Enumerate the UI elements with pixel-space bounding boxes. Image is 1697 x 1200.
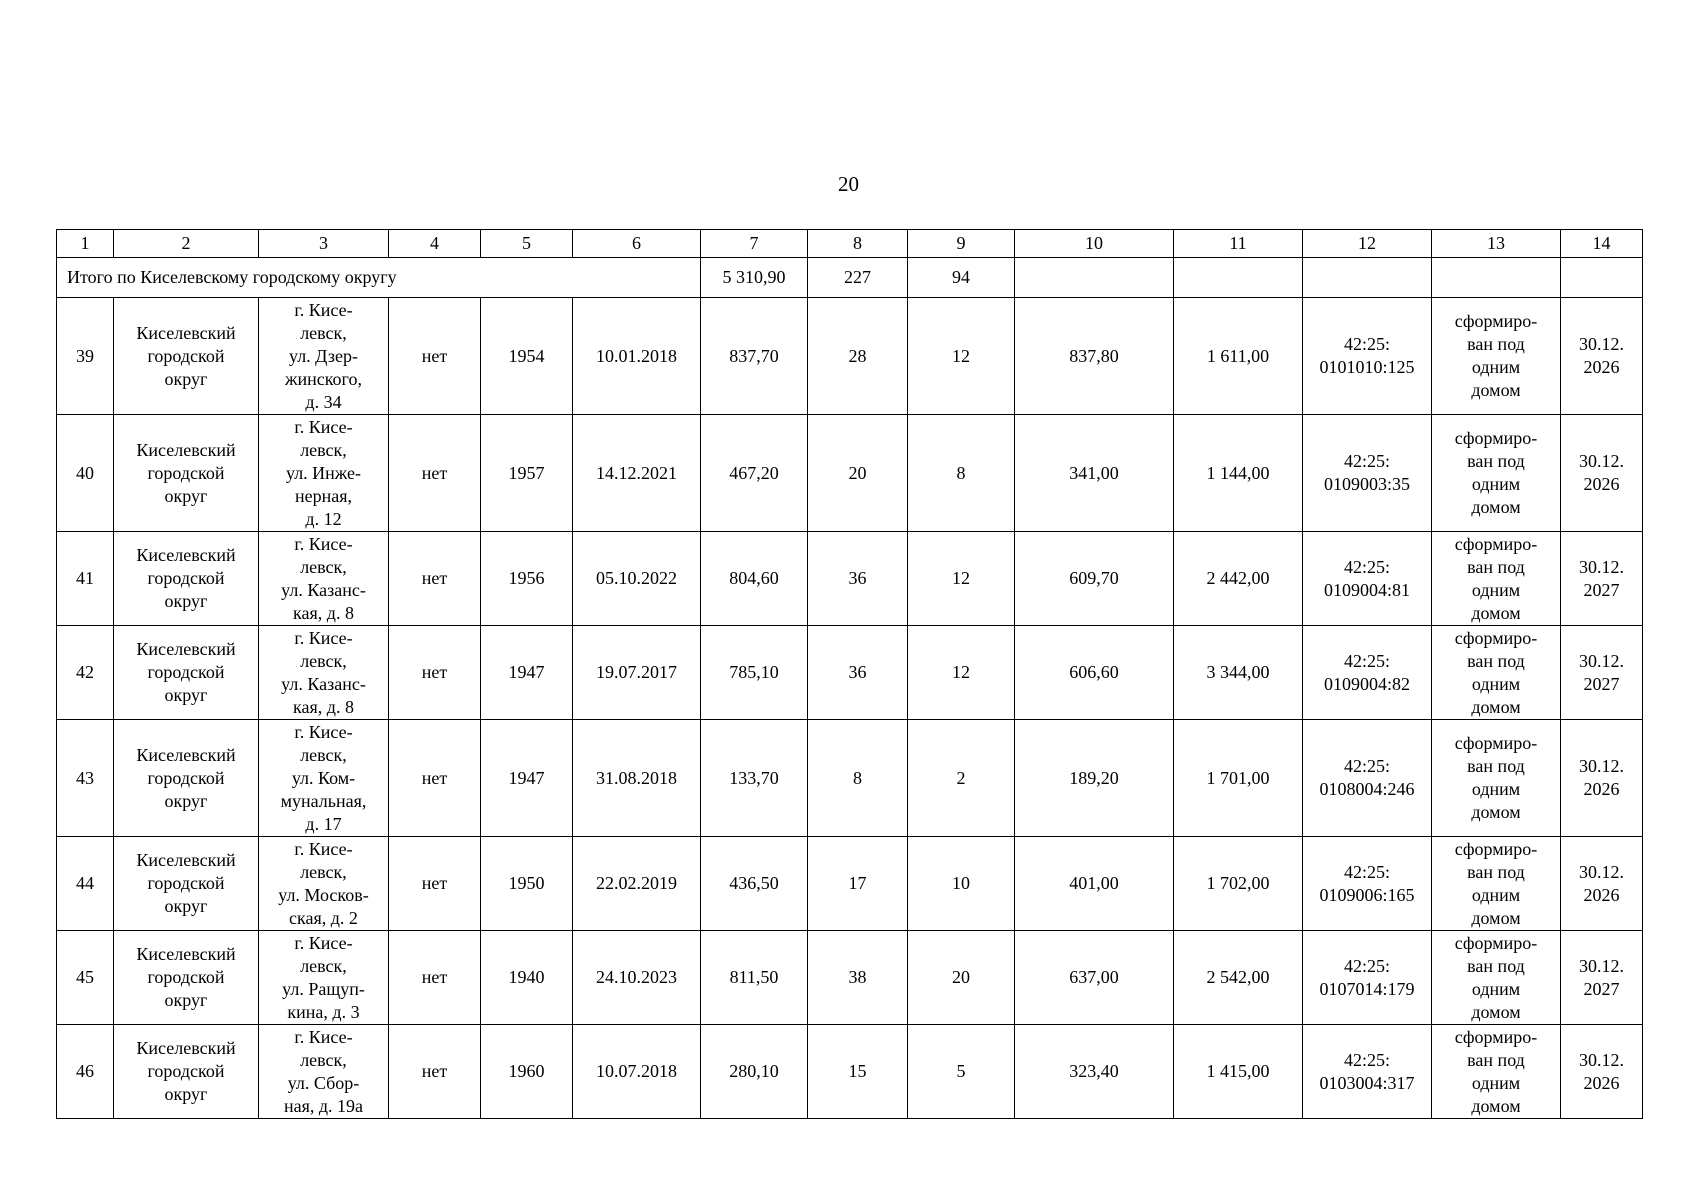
col13-cell: сформиро- ван под одним домом [1432, 720, 1561, 837]
area-cell: 280,10 [701, 1025, 808, 1119]
row-number-cell: 45 [57, 931, 114, 1025]
total-cell [1303, 258, 1432, 298]
area-cell: 467,20 [701, 415, 808, 532]
column-number: 10 [1015, 230, 1174, 258]
col11-cell: 1 702,00 [1174, 837, 1303, 931]
col11-cell: 1 415,00 [1174, 1025, 1303, 1119]
residents-cell: 8 [808, 720, 908, 837]
area-cell: 804,60 [701, 532, 808, 626]
deadline-cell: 30.12. 2026 [1561, 837, 1643, 931]
address-cell: г. Кисе- левск, ул. Инже- нерная, д. 12 [259, 415, 389, 532]
row-number-cell: 44 [57, 837, 114, 931]
row-number-cell: 41 [57, 532, 114, 626]
cadastral-number-cell: 42:25: 0108004:246 [1303, 720, 1432, 837]
column-number: 14 [1561, 230, 1643, 258]
address-cell: г. Кисе- левск, ул. Ращуп- кина, д. 3 [259, 931, 389, 1025]
table-body [57, 298, 1643, 1119]
col13-cell: сформиро- ван под одним домом [1432, 1025, 1561, 1119]
col10-cell: 323,40 [1015, 1025, 1174, 1119]
residents-cell: 20 [808, 415, 908, 532]
apartments-cell: 12 [908, 626, 1015, 720]
column-number: 3 [259, 230, 389, 258]
year-cell: 1947 [481, 626, 573, 720]
col11-cell: 2 542,00 [1174, 931, 1303, 1025]
table-row [57, 931, 1643, 1025]
total-apartments: 94 [908, 258, 1015, 298]
col4-cell: нет [389, 415, 481, 532]
total-cell [1015, 258, 1174, 298]
cadastral-number-cell: 42:25: 0103004:317 [1303, 1025, 1432, 1119]
table-row [57, 415, 1643, 532]
col11-cell: 1 701,00 [1174, 720, 1303, 837]
address-cell: г. Кисе- левск, ул. Сбор- ная, д. 19а [259, 1025, 389, 1119]
housing-registry-table [56, 229, 1643, 1119]
year-cell: 1957 [481, 415, 573, 532]
total-cell [1432, 258, 1561, 298]
date-cell: 31.08.2018 [573, 720, 701, 837]
deadline-cell: 30.12. 2026 [1561, 720, 1643, 837]
col10-cell: 837,80 [1015, 298, 1174, 415]
district-cell: Киселевский городской округ [114, 837, 259, 931]
col4-cell: нет [389, 720, 481, 837]
apartments-cell: 12 [908, 298, 1015, 415]
cadastral-number-cell: 42:25: 0109006:165 [1303, 837, 1432, 931]
table-row [57, 1025, 1643, 1119]
address-cell: г. Кисе- левск, ул. Москов- ская, д. 2 [259, 837, 389, 931]
residents-cell: 15 [808, 1025, 908, 1119]
col10-cell: 609,70 [1015, 532, 1174, 626]
apartments-cell: 2 [908, 720, 1015, 837]
deadline-cell: 30.12. 2027 [1561, 626, 1643, 720]
col13-cell: сформиро- ван под одним домом [1432, 532, 1561, 626]
cadastral-number-cell: 42:25: 0109004:82 [1303, 626, 1432, 720]
date-cell: 24.10.2023 [573, 931, 701, 1025]
col10-cell: 341,00 [1015, 415, 1174, 532]
table-row [57, 298, 1643, 415]
table-row [57, 720, 1643, 837]
col13-cell: сформиро- ван под одним домом [1432, 415, 1561, 532]
district-cell: Киселевский городской округ [114, 626, 259, 720]
residents-cell: 36 [808, 626, 908, 720]
date-cell: 22.02.2019 [573, 837, 701, 931]
residents-cell: 38 [808, 931, 908, 1025]
district-cell: Киселевский городской округ [114, 298, 259, 415]
total-area: 5 310,90 [701, 258, 808, 298]
col11-cell: 2 442,00 [1174, 532, 1303, 626]
col13-cell: сформиро- ван под одним домом [1432, 837, 1561, 931]
page-number: 20 [838, 172, 859, 196]
total-label: Итого по Киселевскому городскому округу [57, 258, 701, 298]
year-cell: 1960 [481, 1025, 573, 1119]
row-number-cell: 46 [57, 1025, 114, 1119]
date-cell: 19.07.2017 [573, 626, 701, 720]
total-residents: 227 [808, 258, 908, 298]
cadastral-number-cell: 42:25: 0109004:81 [1303, 532, 1432, 626]
col11-cell: 1 611,00 [1174, 298, 1303, 415]
col13-cell: сформиро- ван под одним домом [1432, 931, 1561, 1025]
year-cell: 1947 [481, 720, 573, 837]
area-cell: 837,70 [701, 298, 808, 415]
column-number: 12 [1303, 230, 1432, 258]
year-cell: 1940 [481, 931, 573, 1025]
deadline-cell: 30.12. 2026 [1561, 415, 1643, 532]
deadline-cell: 30.12. 2026 [1561, 1025, 1643, 1119]
column-number: 1 [57, 230, 114, 258]
column-number: 13 [1432, 230, 1561, 258]
area-cell: 811,50 [701, 931, 808, 1025]
col10-cell: 401,00 [1015, 837, 1174, 931]
col10-cell: 637,00 [1015, 931, 1174, 1025]
column-number-row [57, 230, 1643, 258]
apartments-cell: 12 [908, 532, 1015, 626]
district-cell: Киселевский городской округ [114, 1025, 259, 1119]
residents-cell: 17 [808, 837, 908, 931]
district-cell: Киселевский городской округ [114, 415, 259, 532]
deadline-cell: 30.12. 2027 [1561, 532, 1643, 626]
column-number: 5 [481, 230, 573, 258]
column-number: 6 [573, 230, 701, 258]
col11-cell: 3 344,00 [1174, 626, 1303, 720]
cadastral-number-cell: 42:25: 0101010:125 [1303, 298, 1432, 415]
area-cell: 133,70 [701, 720, 808, 837]
table-row [57, 837, 1643, 931]
row-number-cell: 42 [57, 626, 114, 720]
col4-cell: нет [389, 626, 481, 720]
date-cell: 14.12.2021 [573, 415, 701, 532]
year-cell: 1954 [481, 298, 573, 415]
row-number-cell: 39 [57, 298, 114, 415]
column-number: 2 [114, 230, 259, 258]
residents-cell: 28 [808, 298, 908, 415]
col13-cell: сформиро- ван под одним домом [1432, 298, 1561, 415]
col4-cell: нет [389, 1025, 481, 1119]
col11-cell: 1 144,00 [1174, 415, 1303, 532]
apartments-cell: 10 [908, 837, 1015, 931]
date-cell: 05.10.2022 [573, 532, 701, 626]
col10-cell: 606,60 [1015, 626, 1174, 720]
apartments-cell: 20 [908, 931, 1015, 1025]
col4-cell: нет [389, 837, 481, 931]
column-number: 8 [808, 230, 908, 258]
table-row [57, 626, 1643, 720]
address-cell: г. Кисе- левск, ул. Казанс- кая, д. 8 [259, 532, 389, 626]
column-number: 4 [389, 230, 481, 258]
address-cell: г. Кисе- левск, ул. Казанс- кая, д. 8 [259, 626, 389, 720]
date-cell: 10.01.2018 [573, 298, 701, 415]
address-cell: г. Кисе- левск, ул. Ком- мунальная, д. 17 [259, 720, 389, 837]
column-number: 7 [701, 230, 808, 258]
year-cell: 1956 [481, 532, 573, 626]
cadastral-number-cell: 42:25: 0107014:179 [1303, 931, 1432, 1025]
col4-cell: нет [389, 931, 481, 1025]
year-cell: 1950 [481, 837, 573, 931]
cadastral-number-cell: 42:25: 0109003:35 [1303, 415, 1432, 532]
apartments-cell: 5 [908, 1025, 1015, 1119]
table-row [57, 532, 1643, 626]
area-cell: 785,10 [701, 626, 808, 720]
apartments-cell: 8 [908, 415, 1015, 532]
column-number: 11 [1174, 230, 1303, 258]
date-cell: 10.07.2018 [573, 1025, 701, 1119]
col4-cell: нет [389, 298, 481, 415]
deadline-cell: 30.12. 2026 [1561, 298, 1643, 415]
row-number-cell: 43 [57, 720, 114, 837]
district-cell: Киселевский городской округ [114, 532, 259, 626]
col13-cell: сформиро- ван под одним домом [1432, 626, 1561, 720]
row-number-cell: 40 [57, 415, 114, 532]
district-total-row [57, 258, 1643, 298]
total-cell [1561, 258, 1643, 298]
district-cell: Киселевский городской округ [114, 931, 259, 1025]
deadline-cell: 30.12. 2027 [1561, 931, 1643, 1025]
address-cell: г. Кисе- левск, ул. Дзер- жинского, д. 34 [259, 298, 389, 415]
district-cell: Киселевский городской округ [114, 720, 259, 837]
col10-cell: 189,20 [1015, 720, 1174, 837]
residents-cell: 36 [808, 532, 908, 626]
total-cell [1174, 258, 1303, 298]
col4-cell: нет [389, 532, 481, 626]
area-cell: 436,50 [701, 837, 808, 931]
column-number: 9 [908, 230, 1015, 258]
